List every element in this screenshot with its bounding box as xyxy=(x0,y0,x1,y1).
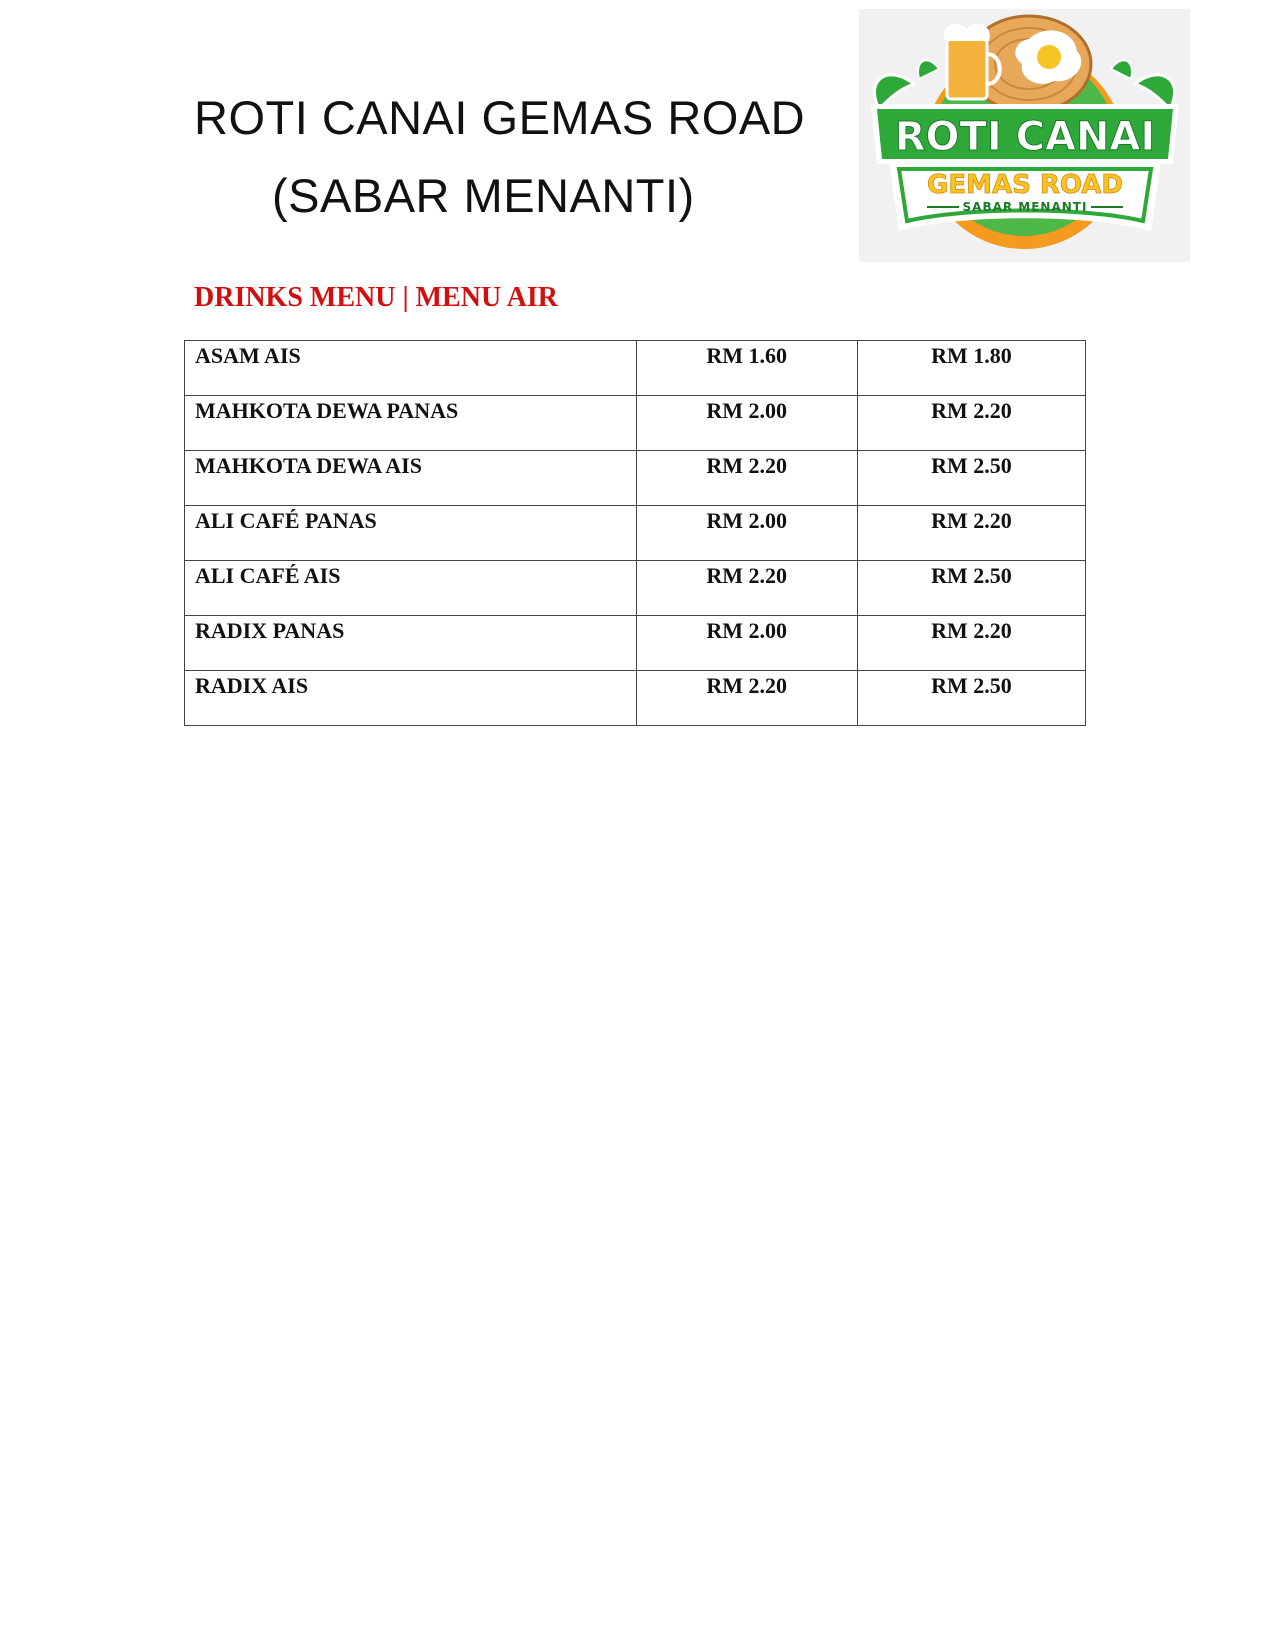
table-row xyxy=(185,341,1086,396)
drink-price-1: RM 2.00 xyxy=(636,396,857,451)
logo-banner xyxy=(871,104,1179,164)
drink-price-2: RM 2.50 xyxy=(857,561,1085,616)
drink-name: RADIX AIS xyxy=(185,671,637,726)
drink-name: MAHKOTA DEWA AIS xyxy=(185,451,637,506)
drink-price-1: RM 2.00 xyxy=(636,616,857,671)
drink-name: ASAM AIS xyxy=(185,341,637,396)
drink-price-2: RM 2.20 xyxy=(857,396,1085,451)
table-row xyxy=(185,616,1086,671)
table-row xyxy=(185,671,1086,726)
restaurant-logo xyxy=(859,9,1190,262)
drink-price-1: RM 2.20 xyxy=(636,451,857,506)
drinks-menu-table xyxy=(184,340,1086,726)
drink-name: ALI CAFÉ AIS xyxy=(185,561,637,616)
drink-price-2: RM 1.80 xyxy=(857,341,1085,396)
logo-text-sub: GEMAS ROAD xyxy=(926,170,1124,200)
section-heading: DRINKS MENU | MENU AIR xyxy=(194,282,558,313)
table-row xyxy=(185,561,1086,616)
table-row xyxy=(185,396,1086,451)
drink-price-2: RM 2.50 xyxy=(857,451,1085,506)
drink-price-2: RM 2.20 xyxy=(857,616,1085,671)
table-row xyxy=(185,451,1086,506)
drink-name: ALI CAFÉ PANAS xyxy=(185,506,637,561)
drink-price-1: RM 2.00 xyxy=(636,506,857,561)
drink-name: MAHKOTA DEWA PANAS xyxy=(185,396,637,451)
table-row xyxy=(185,506,1086,561)
drink-price-1: RM 2.20 xyxy=(636,671,857,726)
drink-price-1: RM 2.20 xyxy=(636,561,857,616)
drink-name: RADIX PANAS xyxy=(185,616,637,671)
logo-text-tag: SABAR MENANTI xyxy=(962,200,1088,214)
drink-price-1: RM 1.60 xyxy=(636,341,857,396)
logo-text-main: ROTI CANAI xyxy=(894,114,1156,160)
drink-price-2: RM 2.20 xyxy=(857,506,1085,561)
drink-price-2: RM 2.50 xyxy=(857,671,1085,726)
page-title: ROTI CANAI GEMAS ROAD xyxy=(194,91,806,144)
page-subtitle: (SABAR MENANTI) xyxy=(272,169,695,222)
